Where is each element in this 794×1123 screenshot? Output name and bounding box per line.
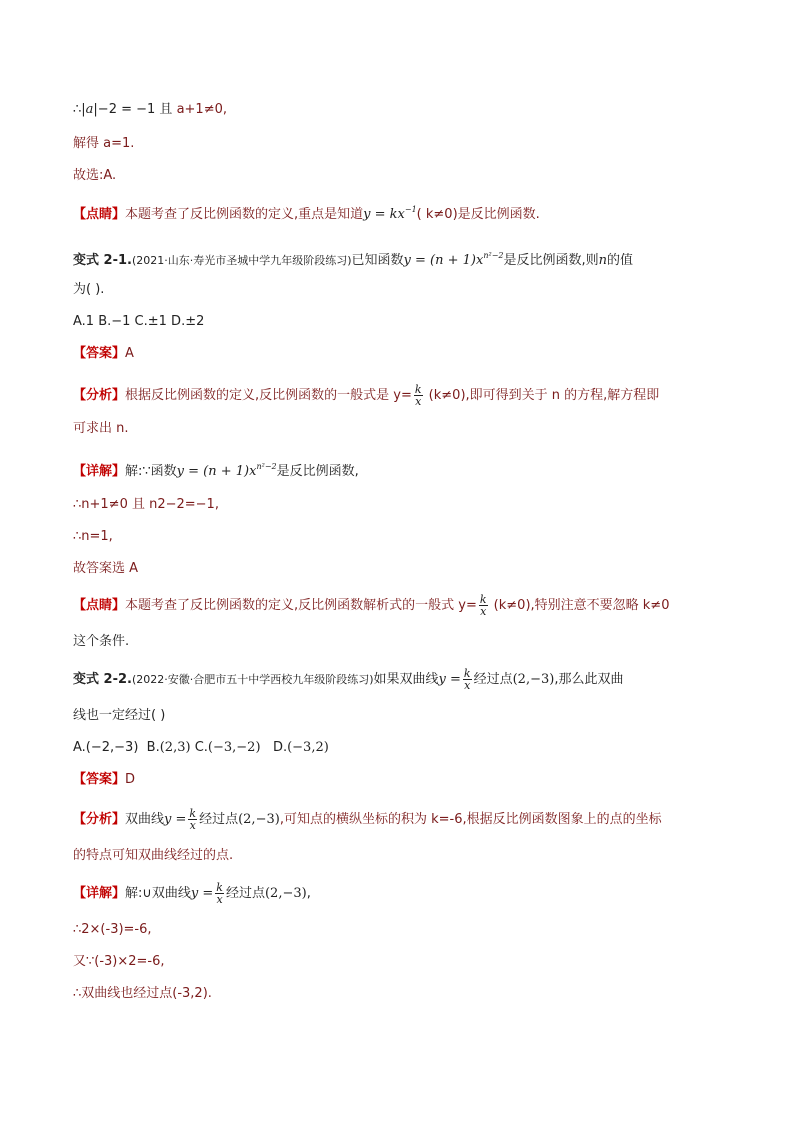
fraction-denominator: x xyxy=(480,605,487,618)
math-point: (2,−3) xyxy=(512,672,555,687)
math-point: (2,−3) xyxy=(238,812,280,827)
text: 根据反比例函数的定义,反比例函数的一般式是 y= xyxy=(125,388,412,403)
answer-value: A xyxy=(125,346,134,361)
text: |−2 = −1 xyxy=(93,102,156,117)
fraction xyxy=(463,668,472,691)
detail-2-2-line4: ∴双曲线也经过点(-3,2). xyxy=(73,986,212,1001)
fraction-numerator: k xyxy=(414,383,422,396)
option-b-label: B. xyxy=(146,740,160,755)
question-2-1-options: A.1 B.−1 C.±1 D.±2 xyxy=(73,314,205,329)
fraction-numerator: k xyxy=(479,593,487,606)
detail-2-2-line3: 又∵(-3)×2=-6, xyxy=(73,954,165,969)
text: 是反比例函数,则 xyxy=(503,253,599,268)
math-var: n xyxy=(598,253,607,268)
question-label: 变式 2-2. xyxy=(73,672,132,687)
text: 已知函数 xyxy=(351,253,404,268)
fraction-numerator: k xyxy=(463,667,471,680)
text: 本题考查了反比例函数的定义,重点是知道 xyxy=(125,207,364,222)
detail-2-2 xyxy=(73,882,311,905)
text: ( k≠0)是反比例函数. xyxy=(416,207,540,222)
text: 经过点 xyxy=(225,886,265,901)
comment-tag: 【点睛】 xyxy=(73,207,126,222)
fraction-denominator: x xyxy=(464,679,471,692)
solution-line-choice: 故选:A. xyxy=(73,168,117,183)
detail-2-1-line2: ∴n+1≠0 且 n2−2=−1, xyxy=(73,497,219,512)
question-label: 变式 2-1. xyxy=(73,253,132,268)
fraction-denominator: x xyxy=(415,395,422,408)
fraction xyxy=(414,384,423,407)
math-formula: y = xyxy=(164,812,187,827)
question-2-2-line2: 线也一定经过( ) xyxy=(73,708,166,723)
detail-tag: 【详解】 xyxy=(73,886,126,901)
option-c-value: (−3,−2) xyxy=(207,740,261,755)
detail-2-1-line3: ∴n=1, xyxy=(73,529,113,544)
math-exponent: −1 xyxy=(404,205,417,214)
text: 双曲线 xyxy=(125,812,165,827)
question-2-2-options xyxy=(73,738,329,758)
text: ,可知点的横纵坐标的积为 k=-6,根据反比例函数图象上的点的坐标 xyxy=(279,812,662,827)
detail-tag: 【详解】 xyxy=(73,464,126,479)
analysis-tag: 【分析】 xyxy=(73,812,126,827)
option-b-value: (2,3) xyxy=(159,740,191,755)
text: 如果双曲线 xyxy=(373,672,439,687)
text: ∴| xyxy=(73,102,86,117)
option-d-value: (−3,2) xyxy=(287,740,329,755)
math-point: (2,−3) xyxy=(264,886,307,901)
text: 解:∪双曲线 xyxy=(125,886,191,901)
text: 是反比例函数, xyxy=(276,464,359,479)
fraction-numerator: k xyxy=(189,807,197,820)
fraction-denominator: x xyxy=(216,893,223,906)
text: , xyxy=(306,886,311,901)
question-2-1-title xyxy=(73,246,633,271)
comment-tag: 【点睛】 xyxy=(73,598,126,613)
math-exponent: n²−2 xyxy=(256,462,277,471)
math-var: a xyxy=(85,102,94,117)
fraction xyxy=(479,594,488,617)
answer-2-1 xyxy=(73,344,134,364)
text: (k≠0),特别注意不要忽略 k≠0 xyxy=(489,598,670,613)
question-2-2-title xyxy=(73,668,623,691)
detail-2-2-line2: ∴2×(-3)=-6, xyxy=(73,922,152,937)
answer-tag: 【答案】 xyxy=(73,346,126,361)
text: 经过点 xyxy=(199,812,239,827)
text: 且 xyxy=(155,102,177,117)
solution-line-result: 解得 a=1. xyxy=(73,136,135,151)
analysis-2-2-line2: 的特点可知双曲线经过的点. xyxy=(73,848,234,863)
detail-2-1 xyxy=(73,457,359,482)
text: 解:∵函数 xyxy=(125,464,177,479)
math-exponent: n²−2 xyxy=(483,251,504,260)
detail-2-1-line4: 故答案选 A xyxy=(73,561,139,576)
math-formula: y = (n + 1)x xyxy=(403,253,484,268)
math-formula: y = kx xyxy=(363,207,405,222)
option-d-label: D. xyxy=(272,740,288,755)
fraction xyxy=(188,808,197,831)
text: ,那么此双曲 xyxy=(554,672,624,687)
answer-tag: 【答案】 xyxy=(73,772,126,787)
text: 本题考查了反比例函数的定义,反比例函数解析式的一般式 y= xyxy=(125,598,477,613)
analysis-2-1-line2: 可求出 n. xyxy=(73,421,129,436)
fraction-denominator: x xyxy=(189,819,196,832)
question-2-1-line2: 为( ). xyxy=(73,282,105,297)
text: (k≠0),即可得到关于 n 的方程,解方程即 xyxy=(424,388,660,403)
fraction xyxy=(215,882,224,905)
comment-line-1 xyxy=(73,200,540,225)
math-formula: y = xyxy=(438,672,461,687)
answer-2-2 xyxy=(73,770,135,790)
comment-2-1-line2: 这个条件. xyxy=(73,634,130,649)
analysis-2-1 xyxy=(73,384,659,407)
analysis-2-2 xyxy=(73,808,662,831)
comment-2-1 xyxy=(73,594,669,617)
analysis-tag: 【分析】 xyxy=(73,388,126,403)
question-source: (2021·山东·寿光市圣城中学九年级阶段练习) xyxy=(131,254,352,267)
question-source: (2022·安徽·合肥市五十中学西校九年级阶段练习) xyxy=(131,673,374,686)
option-c-label: C. xyxy=(194,740,208,755)
option-a: A.(−2,−3) xyxy=(73,740,139,755)
math-formula: y = (n + 1)x xyxy=(176,464,257,479)
text: 经过点 xyxy=(473,672,513,687)
solution-line-abs xyxy=(73,100,227,120)
text: 的值 xyxy=(607,253,634,268)
fraction-numerator: k xyxy=(216,881,223,894)
math-formula: y = xyxy=(190,886,214,901)
answer-value: D xyxy=(125,772,136,787)
text: a+1≠0, xyxy=(176,102,227,117)
